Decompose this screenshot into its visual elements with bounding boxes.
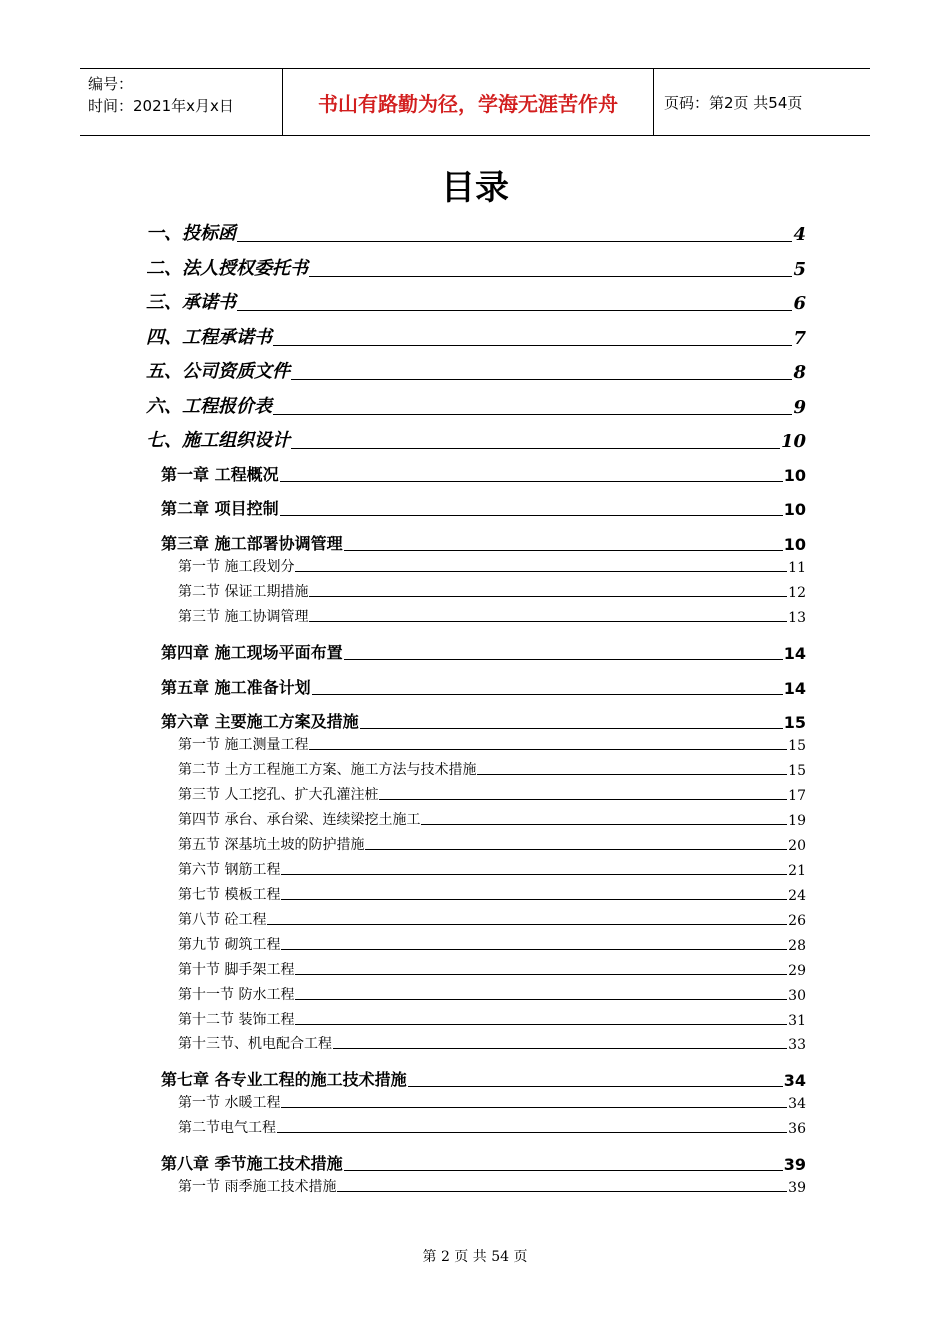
toc-leader-line (280, 480, 783, 482)
toc-entry-page: 11 (788, 560, 806, 576)
toc-entry[interactable] (178, 784, 806, 804)
toc-entry-label: 二、法人授权委托书 (146, 258, 308, 279)
toc-entry-label: 第一章 工程概况 (161, 465, 279, 484)
toc-leader-line (273, 344, 792, 346)
number-label: 编号： (88, 75, 134, 93)
toc-leader-line (281, 948, 787, 950)
toc-entry[interactable] (178, 909, 806, 929)
toc-leader-line (309, 595, 787, 597)
toc-entry-label: 四、工程承诺书 (146, 327, 272, 348)
toc-entry-page: 21 (788, 863, 806, 879)
toc-entry-label: 第一节 施工段划分 (178, 559, 295, 575)
toc-leader-line (360, 727, 783, 729)
toc-entry-label: 第三节 施工协调管理 (178, 609, 309, 625)
toc-entry-page: 7 (793, 328, 806, 349)
toc-entry-page: 10 (780, 431, 806, 452)
toc-leader-line (309, 748, 787, 750)
toc-entry-label: 第二节 保证工期措施 (178, 584, 309, 600)
toc-entry-page: 19 (788, 813, 806, 829)
toc-entry[interactable] (178, 1009, 806, 1029)
toc-leader-line (295, 973, 787, 975)
toc-leader-line (295, 998, 787, 1000)
toc-leader-line (344, 1169, 783, 1171)
toc-entry[interactable] (178, 1092, 806, 1112)
toc-leader-line (344, 658, 783, 660)
toc-entry-label: 五、公司资质文件 (146, 361, 290, 382)
toc-entry-label: 第三章 施工部署协调管理 (161, 534, 343, 553)
toc-leader-line (421, 823, 787, 825)
toc-entry-label: 第一节 水暖工程 (178, 1095, 281, 1111)
toc-entry-page: 10 (783, 466, 806, 485)
toc-leader-line (281, 1106, 787, 1108)
toc-entry[interactable] (146, 392, 806, 418)
toc-leader-line (291, 447, 780, 449)
toc-entry-page: 24 (788, 888, 806, 904)
toc-leader-line (291, 378, 792, 380)
toc-entry-label: 第一节 雨季施工技术措施 (178, 1179, 337, 1195)
toc-entry[interactable] (178, 606, 806, 626)
header-info-cell (80, 69, 282, 135)
toc-entry-page: 20 (788, 838, 806, 854)
toc-entry-page: 12 (788, 585, 806, 601)
header-table (80, 68, 870, 136)
toc-leader-line (309, 620, 787, 622)
toc-entry[interactable] (178, 759, 806, 779)
toc-entry-page: 33 (788, 1037, 806, 1053)
toc-leader-line (337, 1190, 787, 1192)
toc-entry-page: 9 (793, 397, 806, 418)
toc-leader-line (281, 873, 787, 875)
toc-entry-page: 14 (783, 679, 806, 698)
toc-entry-label: 第七章 各专业工程的施工技术措施 (161, 1070, 407, 1089)
toc-entry[interactable] (146, 323, 806, 349)
time-label: 时间：2021年x月x日 (88, 97, 234, 115)
toc-leader-line (344, 549, 783, 551)
toc-entry-label: 一、投标函 (146, 223, 236, 244)
toc-leader-line (365, 848, 787, 850)
toc-entry[interactable] (161, 1066, 806, 1090)
toc-leader-line (295, 1023, 787, 1025)
toc-entry-page: 15 (788, 763, 806, 779)
toc-entry-label: 第六章 主要施工方案及措施 (161, 712, 359, 731)
toc-entry-page: 30 (788, 988, 806, 1004)
toc-entry-page: 5 (793, 259, 806, 280)
toc-entry[interactable] (146, 219, 806, 245)
toc-entry[interactable] (161, 495, 806, 519)
toc-entry-page: 39 (783, 1155, 806, 1174)
toc-entry-label: 第五章 施工准备计划 (161, 678, 311, 697)
toc-leader-line (477, 773, 787, 775)
toc-entry[interactable] (146, 426, 806, 452)
toc-leader-line (273, 413, 792, 415)
toc-entry-page: 17 (788, 788, 806, 804)
toc-entry-label: 第八节 砼工程 (178, 912, 267, 928)
toc-entry[interactable] (146, 357, 806, 383)
toc-entry[interactable] (161, 1150, 806, 1174)
toc-entry-label: 第一节 施工测量工程 (178, 737, 309, 753)
toc-leader-line (295, 570, 787, 572)
toc-entry-page: 15 (788, 738, 806, 754)
toc-entry-page: 15 (783, 713, 806, 732)
toc-entry[interactable] (178, 1117, 806, 1137)
toc-entry[interactable] (161, 461, 806, 485)
header-motto: 书山有路勤为径，学海无涯苦作舟 (282, 69, 654, 135)
toc-entry-page: 6 (793, 293, 806, 314)
toc-leader-line (408, 1085, 783, 1087)
toc-entry-page: 36 (788, 1121, 806, 1137)
toc-entry-label: 第四章 施工现场平面布置 (161, 643, 343, 662)
toc-entry[interactable] (178, 959, 806, 979)
toc-leader-line (309, 275, 792, 277)
toc-entry[interactable] (178, 984, 806, 1004)
toc-entry-page: 8 (793, 362, 806, 383)
toc-entry-label: 第四节 承台、承台梁、连续梁挖土施工 (178, 812, 421, 828)
toc-entry-label: 七、施工组织设计 (146, 430, 290, 451)
toc-entry-page: 31 (788, 1013, 806, 1029)
toc-leader-line (333, 1047, 787, 1049)
toc-entry[interactable] (178, 1033, 806, 1053)
toc-entry[interactable] (178, 834, 806, 854)
toc-entry[interactable] (146, 288, 806, 314)
toc-leader-line (312, 693, 783, 695)
toc-entry[interactable] (178, 581, 806, 601)
toc-entry-label: 第二节电气工程 (178, 1120, 276, 1136)
toc-entry-page: 10 (783, 500, 806, 519)
toc-entry-label: 第十一节 防水工程 (178, 987, 295, 1003)
toc-leader-line (277, 1131, 787, 1133)
toc-entry[interactable] (178, 934, 806, 954)
toc-entry-page: 29 (788, 963, 806, 979)
toc-entry[interactable] (178, 809, 806, 829)
toc-entry[interactable] (178, 884, 806, 904)
page-footer: 第 2 页 共 54 页 (422, 1249, 528, 1265)
toc-entry-page: 26 (788, 913, 806, 929)
toc-entry[interactable] (161, 708, 806, 732)
toc-entry-label: 第七节 模板工程 (178, 887, 281, 903)
toc-entry-label: 六、工程报价表 (146, 396, 272, 417)
toc-entry-label: 第九节 砌筑工程 (178, 937, 281, 953)
toc-entry[interactable] (178, 859, 806, 879)
page-title: 目录 (441, 168, 509, 208)
toc-entry[interactable] (146, 254, 806, 280)
toc-entry-page: 34 (788, 1096, 806, 1112)
toc-entry-label: 第六节 钢筋工程 (178, 862, 281, 878)
toc-entry-label: 第二节 土方工程施工方案、施工方法与技术措施 (178, 762, 477, 778)
toc-entry-page: 34 (783, 1071, 806, 1090)
toc-leader-line (237, 240, 792, 242)
toc-entry-label: 第八章 季节施工技术措施 (161, 1154, 343, 1173)
toc-leader-line (379, 798, 787, 800)
toc-entry[interactable] (178, 1176, 806, 1196)
toc-leader-line (237, 309, 792, 311)
toc-entry-page: 39 (788, 1180, 806, 1196)
toc-leader-line (281, 898, 787, 900)
toc-entry[interactable] (161, 674, 806, 698)
toc-entry-page: 28 (788, 938, 806, 954)
toc-entry[interactable] (178, 556, 806, 576)
header-page-label: 页码：第2页 共54页 (664, 93, 803, 112)
toc-entry-label: 第十节 脚手架工程 (178, 962, 295, 978)
toc-entry-label: 三、承诺书 (146, 292, 236, 313)
toc-entry-label: 第二章 项目控制 (161, 499, 279, 518)
toc-entry[interactable] (161, 639, 806, 663)
toc-entry-label: 第三节 人工挖孔、扩大孔灌注桩 (178, 787, 379, 803)
toc-entry[interactable] (178, 734, 806, 754)
toc-leader-line (280, 514, 783, 516)
toc-entry[interactable] (161, 530, 806, 554)
toc-leader-line (267, 923, 787, 925)
toc-entry-label: 第十三节、机电配合工程 (178, 1036, 332, 1052)
toc-entry-page: 10 (783, 535, 806, 554)
toc-entry-page: 14 (783, 644, 806, 663)
toc-entry-label: 第十二节 装饰工程 (178, 1012, 295, 1028)
toc-entry-page: 13 (788, 610, 806, 626)
toc-entry-label: 第五节 深基坑土坡的防护措施 (178, 837, 365, 853)
toc-entry-page: 4 (793, 224, 806, 245)
